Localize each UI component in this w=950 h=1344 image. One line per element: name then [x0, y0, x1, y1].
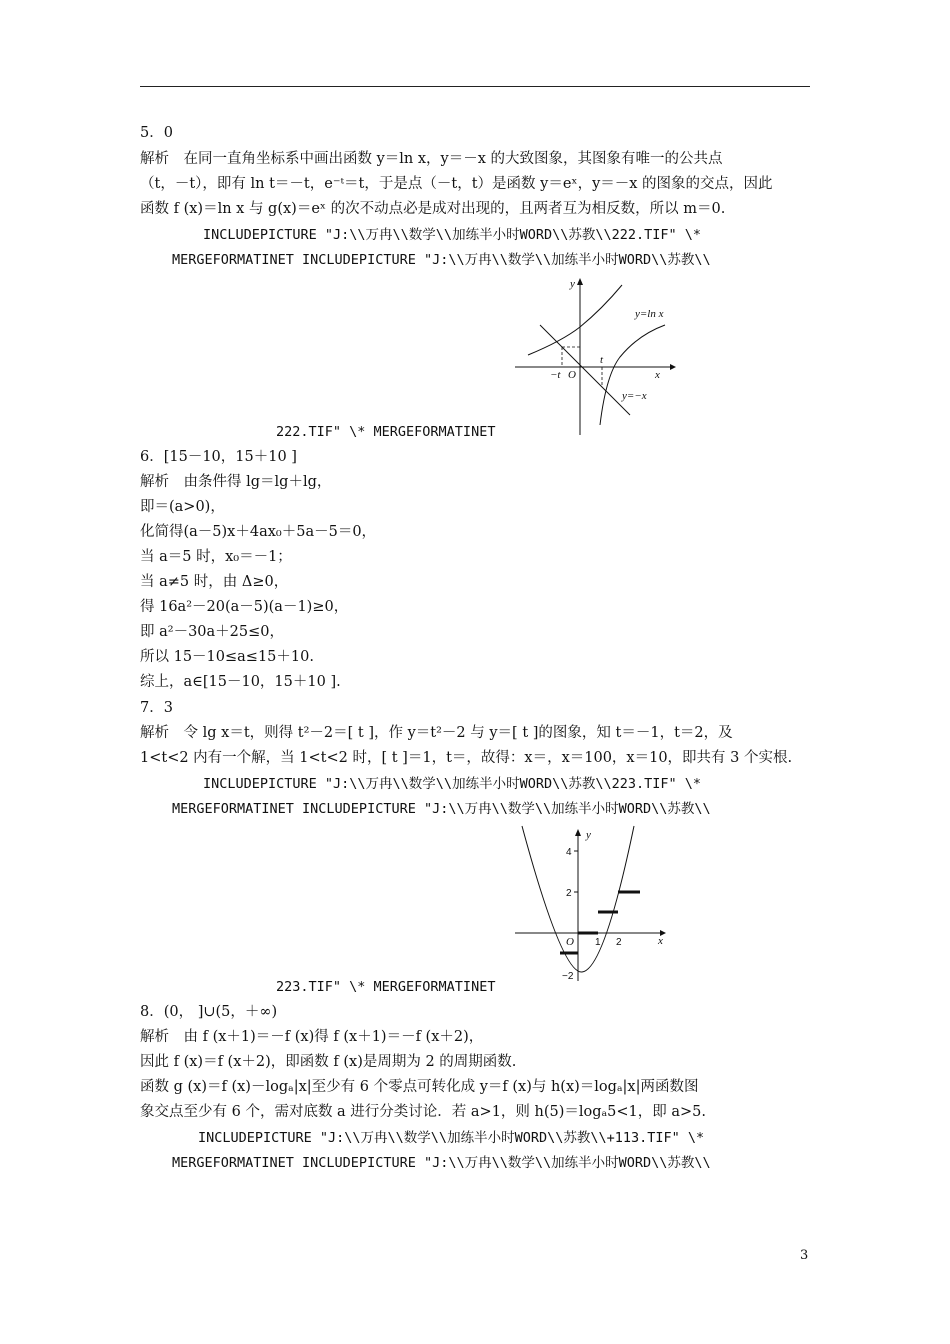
analysis-5-line1: 解析 在同一直角坐标系中画出函数 y＝ln x，y＝－x 的大致图象，其图象有唯一的公共点: [140, 151, 723, 167]
figure-223-tick-2-label: 2: [566, 888, 572, 899]
figure-222-origin-label: O: [568, 369, 576, 381]
answer-5: 5．0: [140, 125, 173, 141]
includepicture-113-line2: MERGEFORMATINET INCLUDEPICTURE "J:\\万冉\\数学\\加练半小时WORD\\苏教\\: [172, 1155, 711, 1171]
figure-223-graph: [510, 826, 680, 981]
analysis-8-line2: 因此 f (x)＝f (x＋2)，即函数 f (x)是周期为 2 的周期函数.: [140, 1054, 517, 1070]
figure-222-x-arrow: [670, 364, 676, 370]
includepicture-222-line3: 222.TIF" \* MERGEFORMATINET: [276, 424, 496, 440]
figure-222-exp-curve: [528, 285, 622, 355]
analysis-8-line3: 函数 g (x)＝f (x)－logₐ|x|至少有 6 个零点可转化成 y＝f (x)与 h(x)＝logₐ|x|两函数图: [140, 1079, 699, 1095]
figure-222-x-label: x: [655, 369, 660, 381]
answer-7: 7．3: [140, 700, 173, 716]
includepicture-223-line3: 223.TIF" \* MERGEFORMATINET: [276, 979, 496, 995]
figure-223-tick-x2-label: 2: [616, 937, 622, 948]
figure-222-t-label: t: [600, 354, 604, 366]
figure-223-y-label: y: [586, 829, 591, 841]
analysis-6-line1: 解析 由条件得 lg＝lg＋lg，: [140, 474, 332, 490]
figure-222-y-arrow: [577, 278, 583, 285]
figure-222-y-label: y: [570, 278, 575, 290]
figure-222-negx-label: y=−x: [622, 390, 647, 402]
includepicture-223-line1: INCLUDEPICTURE "J:\\万冉\\数学\\加练半小时WORD\\苏教\\223.TIF" \*: [203, 776, 701, 792]
includepicture-222-line2: MERGEFORMATINET INCLUDEPICTURE "J:\\万冉\\数学\\加练半小时WORD\\苏教\\: [172, 252, 711, 268]
analysis-8-line4: 象交点至少有 6 个，需对底数 a 进行分类讨论．若 a>1，则 h(5)＝logₐ5<1，即 a>5.: [140, 1104, 707, 1120]
header-rule: [140, 86, 810, 87]
includepicture-223-line2: MERGEFORMATINET INCLUDEPICTURE "J:\\万冉\\数学\\加练半小时WORD\\苏教\\: [172, 801, 711, 817]
analysis-5-line2: （t，－t），即有 ln t＝－t，e⁻ᵗ＝t，于是点（－t，t）是函数 y＝eˣ，y＝－x 的图象的交点，因此: [140, 176, 773, 192]
analysis-6-line4: 当 a＝5 时，x₀＝－1；: [140, 549, 292, 565]
includepicture-113-line1: INCLUDEPICTURE "J:\\万冉\\数学\\加练半小时WORD\\苏教\\+113.TIF" \*: [198, 1130, 705, 1146]
analysis-7-line2: 1<t<2 内有一个解，当 1<t<2 时，[ t ]＝1，t＝，故得：x＝，x＝100，x＝10，即共有 3 个实根.: [140, 750, 793, 766]
analysis-8-line1: 解析 由 f (x＋1)＝－f (x)得 f (x＋1)＝－f (x＋2)，: [140, 1029, 484, 1045]
figure-222-neg-t-label: −t: [550, 369, 561, 381]
figure-222-graph: [510, 275, 680, 435]
figure-223-origin-label: O: [566, 936, 574, 948]
analysis-6-line6: 得 16a²－20(a－5)(a－1)≥0，: [140, 599, 349, 615]
analysis-6-line3: 化简得(a－5)x＋4ax₀＋5a－5＝0，: [140, 524, 377, 540]
analysis-7-line1: 解析 令 lg x＝t，则得 t²－2＝[ t ]，作 y＝t²－2 与 y＝[ t ]的图象，知 t＝－1，t＝2，及: [140, 725, 733, 741]
figure-223-y-arrow: [575, 829, 581, 836]
analysis-6-line8: 所以 15－10≤a≤15＋10.: [140, 649, 314, 665]
analysis-6-line7: 即 a²－30a＋25≤0，: [140, 624, 284, 640]
figure-223-tick-4-label: 4: [566, 847, 572, 858]
includepicture-222-line1: INCLUDEPICTURE "J:\\万冉\\数学\\加练半小时WORD\\苏教\\222.TIF" \*: [203, 227, 701, 243]
figure-222-ln-label: y=ln x: [635, 308, 664, 320]
page-number: 3: [800, 1248, 809, 1263]
analysis-5-line3: 函数 f (x)＝ln x 与 g(x)＝eˣ 的次不动点必是成对出现的，且两者互为相反数，所以 m＝0.: [140, 201, 726, 217]
analysis-6-line5: 当 a≠5 时，由 Δ≥0，: [140, 574, 289, 590]
figure-223-tick-x1-label: 1: [595, 937, 601, 948]
analysis-6-line9: 综上，a∈[15－10，15＋10 ].: [140, 674, 341, 690]
analysis-6-line2: 即＝(a>0)，: [140, 499, 225, 515]
answer-8: 8．(0， ]∪(5，＋∞): [140, 1004, 278, 1020]
figure-223-tick-neg2-label: −2: [562, 971, 574, 982]
figure-223-x-label: x: [658, 935, 663, 947]
answer-6: 6．[15－10，15＋10 ]: [140, 449, 297, 465]
